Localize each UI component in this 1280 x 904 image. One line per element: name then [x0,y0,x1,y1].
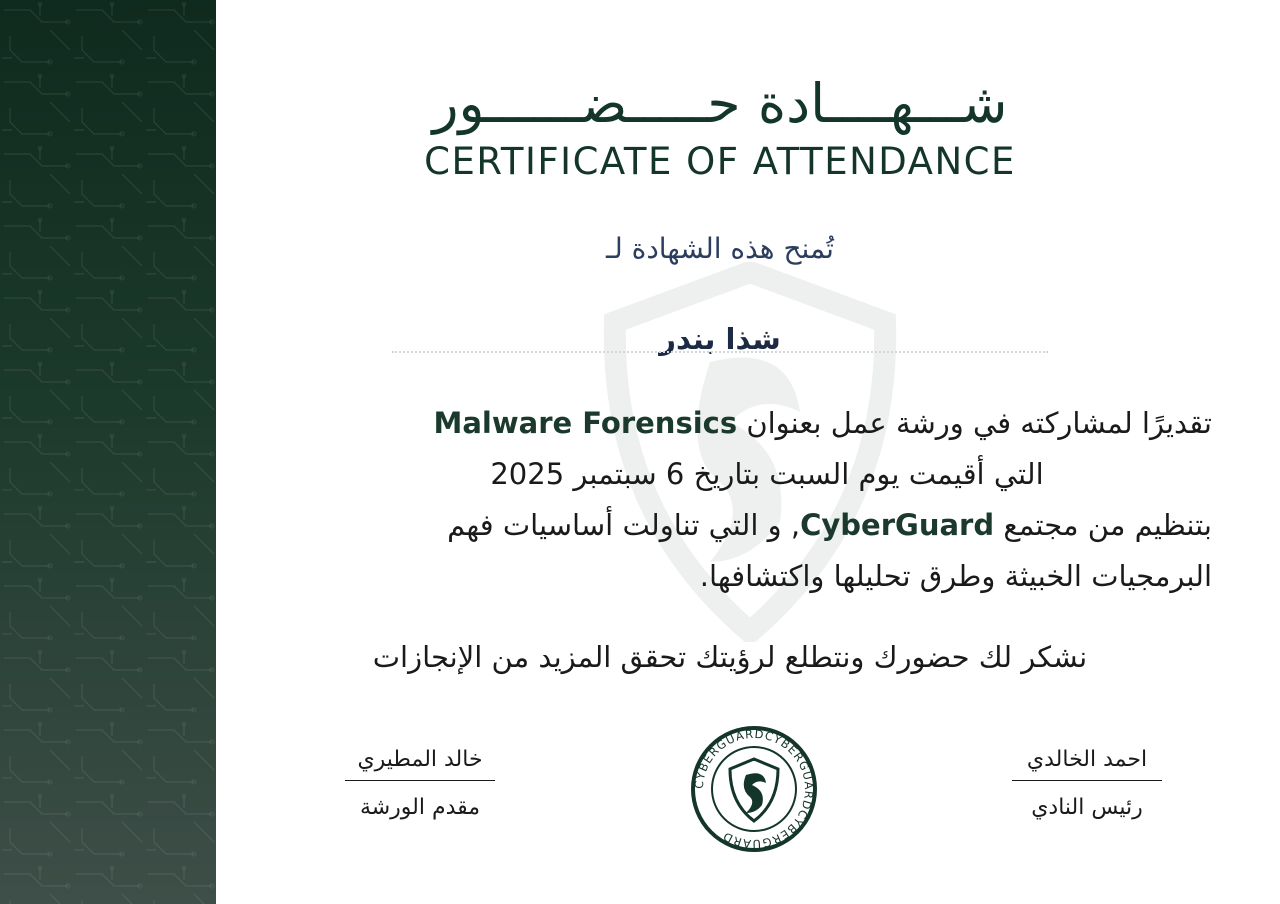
presenter-role: مقدم الورشة [359,795,481,820]
president-role: رئيس النادي [1031,795,1143,820]
certificate-title-arabic: شـــهــــادة حـــــضــــــور [432,72,1008,135]
president-name: احمد الخالدي [1012,740,1162,781]
body-line-2: التي أقيمت يوم السبت بتاريخ 6 سبتمبر 2025 [490,457,1044,491]
certificate-body [252,398,1212,602]
decorative-sidebar [0,0,216,904]
circuit-pattern [0,0,216,904]
body-line-3 [252,500,1212,551]
signature-club-president [1012,740,1162,820]
signature-presenter [345,740,495,820]
seal-text: CYBERGUARDCYBERGUARDCYBERGUARD [691,726,817,852]
body-line-1 [252,398,1212,449]
name-dotted-line [392,351,1048,353]
cyberguard-shield-logo-icon [690,725,818,853]
workshop-title: Malware Forensics [433,406,738,440]
thanks-message: نشكر لك حضورك ونتطلع لرؤيتك تحقق المزيد من الإنجازات [372,640,1088,674]
body-line-3-suffix: , و التي تناولت أساسيات فهم [447,508,801,542]
body-line-1-prefix: تقديرًا لمشاركته في ورشة عمل بعنوان [737,406,1212,440]
granted-to-label: تُمنح هذه الشهادة لـ [606,232,834,265]
body-line-3-prefix: بتنظيم من مجتمع [994,508,1212,542]
certificate-title-english: CERTIFICATE OF ATTENDANCE [424,140,1016,183]
body-line-4: البرمجيات الخبيثة وطرق تحليلها واكتشافها. [699,559,1212,593]
organizer-name: CyberGuard [800,508,995,542]
presenter-name: خالد المطيري [345,740,495,781]
recipient-name: شذا بندر [659,322,781,356]
